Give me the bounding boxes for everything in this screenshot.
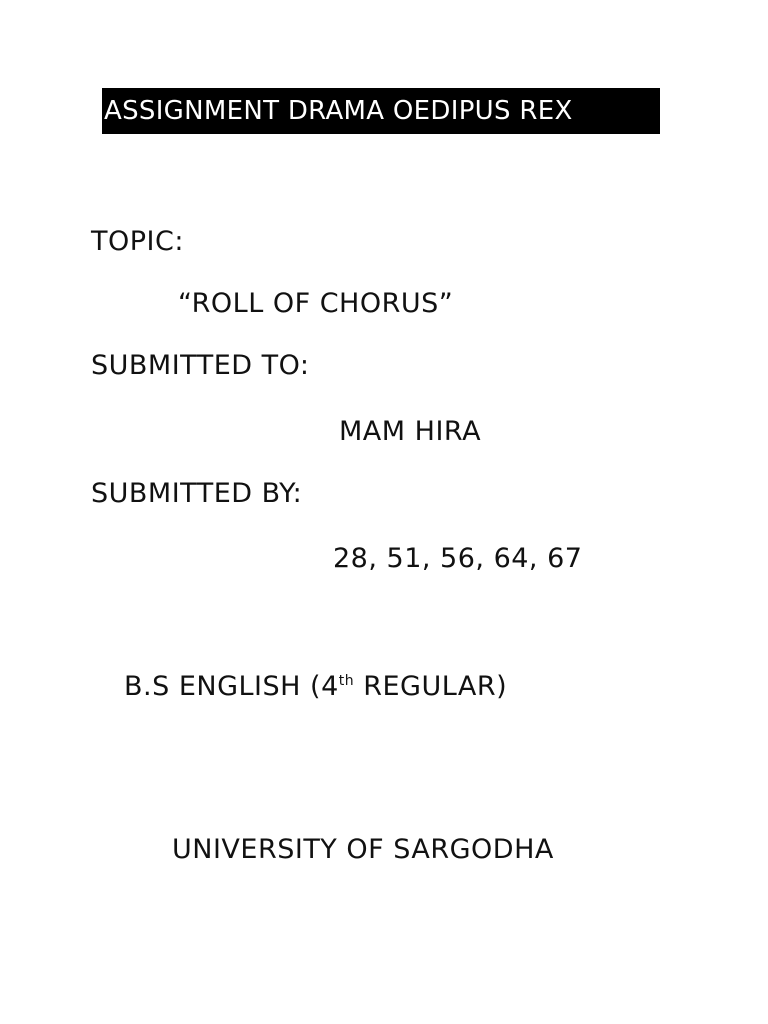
university-name: UNIVERSITY OF SARGODHA xyxy=(172,834,554,865)
topic-value: “ROLL OF CHORUS” xyxy=(178,288,454,319)
program-ordinal: th xyxy=(338,673,355,689)
program-line xyxy=(124,673,507,700)
submitted-to-value: MAM HIRA xyxy=(339,416,482,447)
submitted-to-label: SUBMITTED TO: xyxy=(91,350,310,381)
document-title: ASSIGNMENT DRAMA OEDIPUS REX xyxy=(104,96,573,126)
submitted-by-value: 28, 51, 56, 64, 67 xyxy=(333,543,583,574)
submitted-by-label: SUBMITTED BY: xyxy=(91,478,303,509)
topic-label: TOPIC: xyxy=(91,226,184,257)
program-suffix: REGULAR) xyxy=(354,671,508,702)
program-prefix: B.S ENGLISH (4 xyxy=(124,671,339,702)
